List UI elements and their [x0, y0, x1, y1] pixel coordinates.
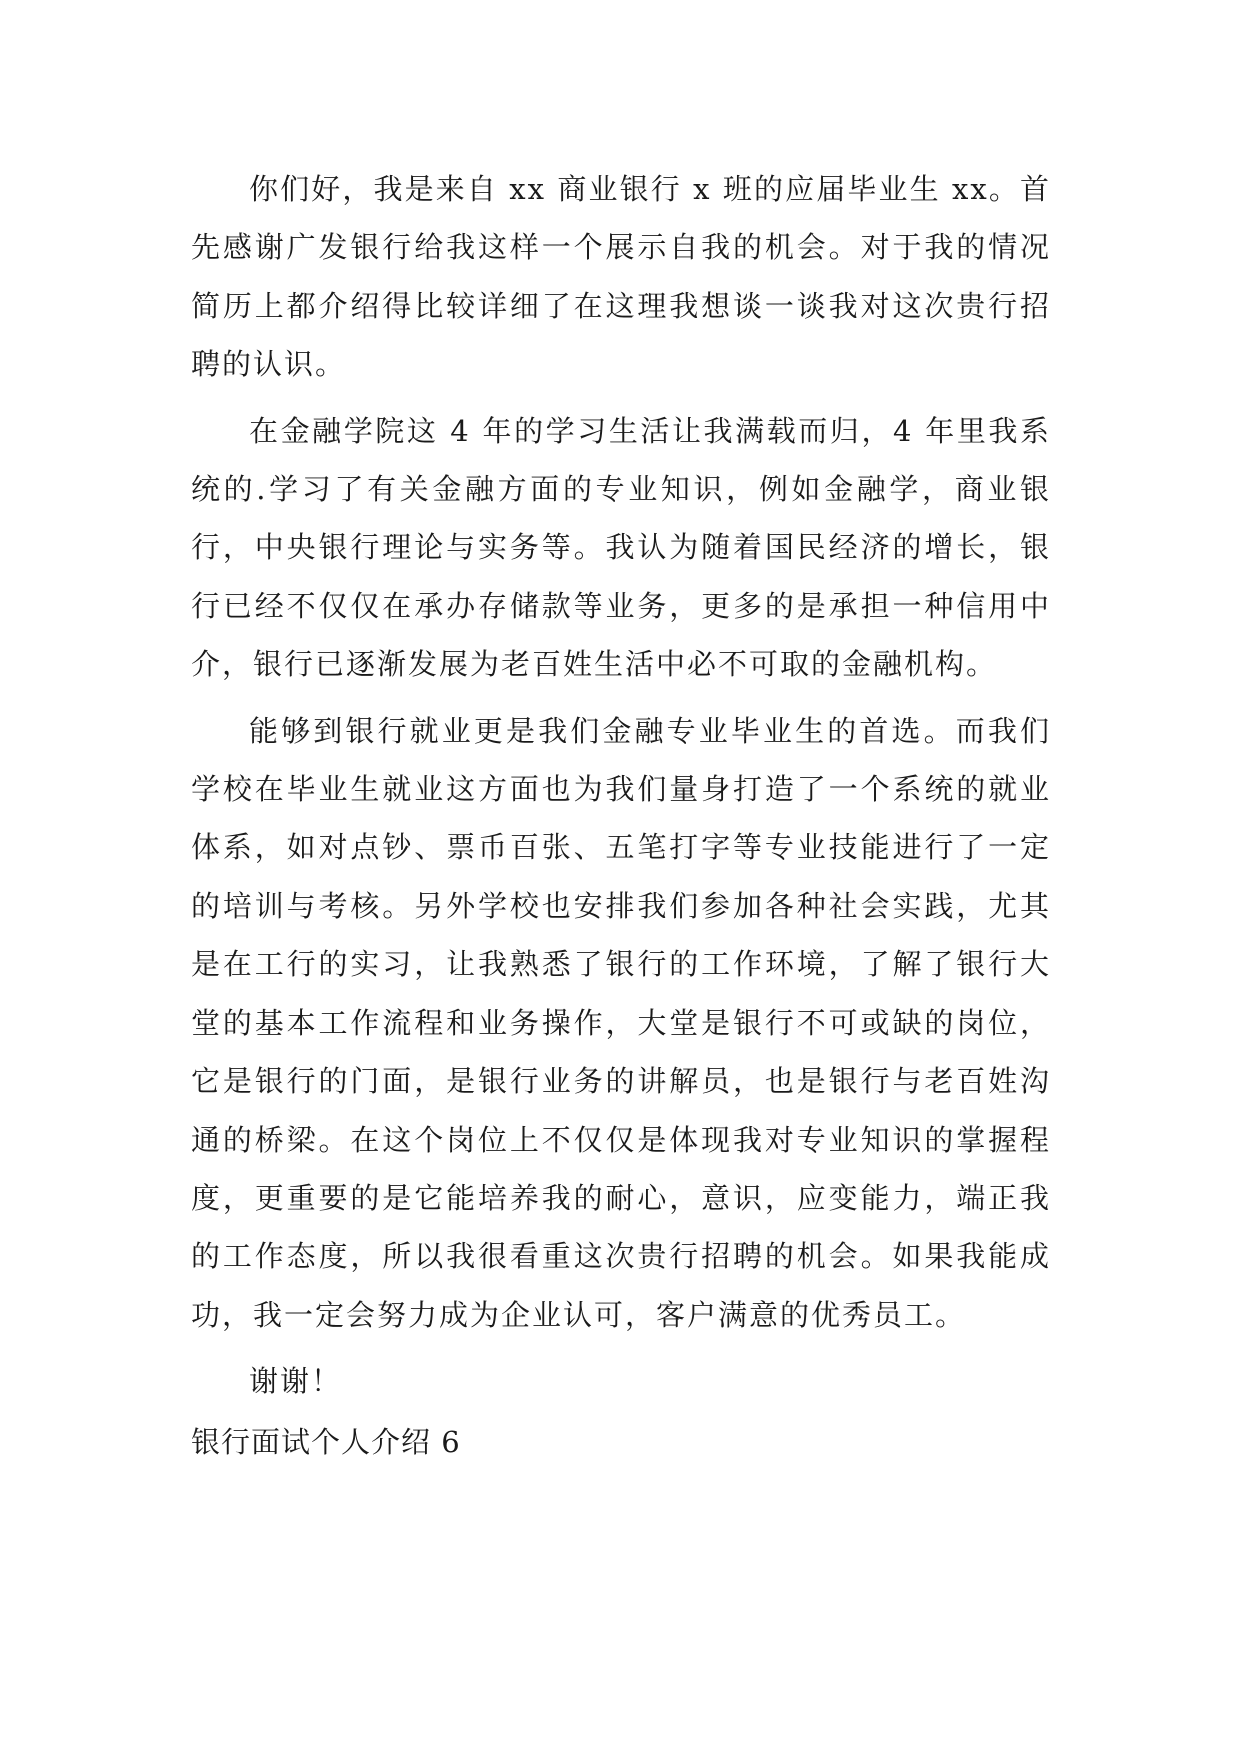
- document-body: [191, 160, 1051, 1471]
- section-heading: 银行面试个人介绍 6: [191, 1424, 461, 1459]
- paragraph-study: 在金融学院这 4 年的学习生活让我满载而归，4 年里我系统的.学习了有关金融方面的专业知识，例如金融学，商业银行，中央银行理论与实务等。我认为随着国民经济的增长，银行已经不仅仅在承办存储款等业务，更多的是承担一种信用中介，银行已逐渐发展为老百姓生活中必不可取的金融机构。: [191, 413, 1051, 682]
- paragraph-employment: 能够到银行就业更是我们金融专业毕业生的首选。而我们学校在毕业生就业这方面也为我们量身打造了一个系统的就业体系，如对点钞、票币百张、五笔打字等专业技能进行了一定的培训与考核。另外学校也安排我们参加各种社会实践，尤其是在工行的实习，让我熟悉了银行的工作环境，了解了银行大堂的基本工作流程和业务操作，大堂是银行不可或缺的岗位，它是银行的门面，是银行业务的讲解员，也是银行与老百姓沟通的桥梁。在这个岗位上不仅仅是体现我对专业知识的掌握程度，更重要的是它能培养我的耐心，意识，应变能力，端正我的工作态度，所以我很看重这次贵行招聘的机会。如果我能成功，我一定会努力成为企业认可，客户满意的优秀员工。: [191, 713, 1051, 1332]
- paragraph-intro: 你们好，我是来自 xx 商业银行 x 班的应届毕业生 xx。首先感谢广发银行给我这样一个展示自我的机会。对于我的情况简历上都介绍得比较详细了在这理我想谈一谈我对这次贵行招聘的认识。: [191, 172, 1051, 382]
- closing-thanks: 谢谢！: [249, 1364, 343, 1399]
